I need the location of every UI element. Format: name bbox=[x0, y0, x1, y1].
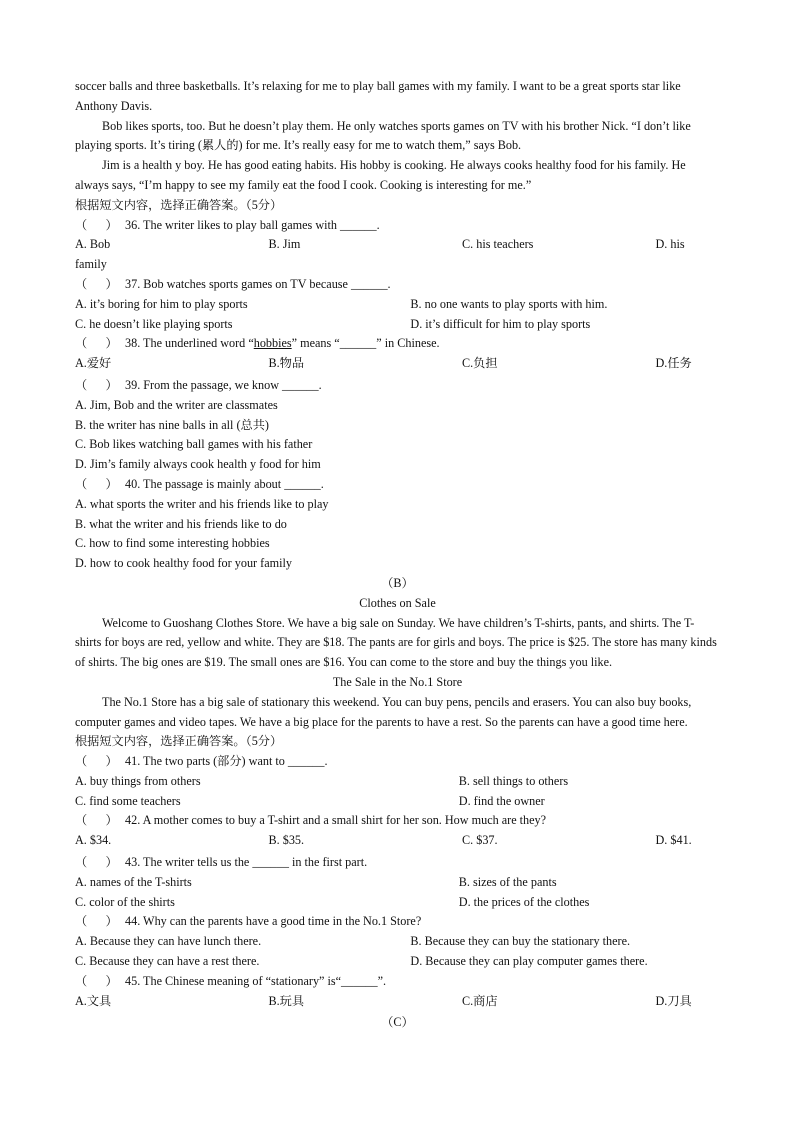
option-d: D. how to cook healthy food for your family bbox=[75, 556, 292, 571]
question-40 bbox=[75, 475, 720, 495]
question-41 bbox=[75, 752, 720, 772]
option-d: D.刀具 bbox=[655, 993, 692, 1008]
question-45 bbox=[75, 972, 720, 992]
answer-blank[interactable]: （ ） bbox=[75, 276, 118, 291]
stem-post: ” means “______” in Chinese. bbox=[291, 336, 440, 351]
answer-blank[interactable]: （ ） bbox=[75, 754, 118, 769]
option-a: A.爱好 bbox=[75, 356, 112, 371]
answer-blank[interactable]: （ ） bbox=[75, 476, 118, 491]
option-c: C. find some teachers bbox=[75, 793, 181, 808]
option-d: D. the prices of the clothes bbox=[458, 894, 590, 909]
question-stem: 45. The Chinese meaning of “stationary” is“______”. bbox=[125, 973, 387, 988]
option-b: B. no one wants to play sports with him. bbox=[410, 296, 608, 311]
option-a: A. Because they can have lunch there. bbox=[75, 934, 262, 949]
question-44 bbox=[75, 912, 720, 932]
answer-blank[interactable]: （ ） bbox=[75, 855, 118, 870]
instruction-a: 根据短文内容，选择正确答案。（5分） bbox=[75, 197, 283, 212]
question-37 bbox=[75, 275, 720, 295]
option-a: A. buy things from others bbox=[75, 773, 201, 788]
option-d: D. Because they can play computer games there. bbox=[410, 954, 648, 969]
option-a: A. Bob bbox=[75, 237, 111, 252]
options-37-cd bbox=[75, 315, 720, 335]
options-38 bbox=[75, 354, 720, 374]
options-43-ab bbox=[75, 873, 720, 893]
page-content bbox=[75, 77, 720, 1033]
option-d: D. Jim’s family always cook health y food for him bbox=[75, 457, 321, 472]
option-c: C. $37. bbox=[462, 833, 498, 848]
question-stem: 36. The writer likes to play ball games with ______. bbox=[125, 217, 380, 232]
passage-a-para2: Bob likes sports, too. But he doesn’t play them. He only watches sports games on TV with his brother Nick. “I don’t like playing sports. It’s tiring (累人的) for me. It’s really easy for me to watch them,” says Bob. bbox=[75, 118, 691, 153]
passage-a-para1-tail: soccer balls and three basketballs. It’s relaxing for me to play ball games with my family. I want to be a great sports star like Anthony Davis. bbox=[75, 79, 681, 113]
underlined-word: hobbies bbox=[253, 336, 292, 351]
options-37-ab bbox=[75, 295, 720, 315]
stem-pre: 38. The underlined word “ bbox=[125, 336, 254, 351]
option-a: A. what sports the writer and his friends like to play bbox=[75, 496, 329, 511]
option-d-continuation: family bbox=[75, 257, 107, 272]
option-c: C.负担 bbox=[462, 356, 498, 371]
options-41-ab bbox=[75, 772, 720, 792]
passage-b-title1: Clothes on Sale bbox=[359, 595, 436, 610]
option-d: D. find the owner bbox=[458, 793, 545, 808]
question-stem: 42. A mother comes to buy a T-shirt and a small shirt for her son. How much are they? bbox=[125, 813, 547, 828]
options-44-cd bbox=[75, 952, 720, 972]
option-c: C. Because they can have a rest there. bbox=[75, 954, 260, 969]
option-c: C. color of the shirts bbox=[75, 894, 175, 909]
options-42 bbox=[75, 831, 720, 851]
passage-b-title2: The Sale in the No.1 Store bbox=[332, 674, 463, 689]
answer-blank[interactable]: （ ） bbox=[75, 914, 118, 929]
options-45 bbox=[75, 992, 720, 1012]
question-39 bbox=[75, 376, 720, 396]
option-b: B. what the writer and his friends like to do bbox=[75, 516, 287, 531]
answer-blank[interactable]: （ ） bbox=[75, 973, 118, 988]
option-a: A. names of the T-shirts bbox=[75, 874, 192, 889]
options-44-ab bbox=[75, 932, 720, 952]
answer-blank[interactable]: （ ） bbox=[75, 377, 118, 392]
option-b: B. sizes of the pants bbox=[458, 874, 557, 889]
question-stem bbox=[125, 334, 440, 354]
instruction-b: 根据短文内容，选择正确答案。（5分） bbox=[75, 734, 283, 749]
answer-blank[interactable]: （ ） bbox=[75, 217, 118, 232]
options-43-cd bbox=[75, 893, 720, 913]
answer-blank[interactable]: （ ） bbox=[75, 813, 118, 828]
passage-a-para3: Jim is a health y boy. He has good eating habits. His hobby is cooking. He always cooks healthy food for his family. He always says, “I’m happy to see my family eat the food I cook. Cooking is interesting for me.” bbox=[75, 158, 686, 192]
option-a: A. it’s boring for him to play sports bbox=[75, 296, 248, 311]
option-b: B.玩具 bbox=[268, 993, 305, 1008]
question-stem: 39. From the passage, we know ______. bbox=[125, 377, 322, 392]
option-c: C. how to find some interesting hobbies bbox=[75, 536, 270, 551]
question-stem: 41. The two parts (部分) want to ______. bbox=[125, 754, 328, 769]
option-c: C. he doesn’t like playing sports bbox=[75, 316, 233, 331]
question-stem: 43. The writer tells us the ______ in the first part. bbox=[125, 855, 368, 870]
option-b: B. $35. bbox=[268, 833, 305, 848]
option-b: B. Jim bbox=[268, 237, 301, 252]
option-c: C. Bob likes watching ball games with his father bbox=[75, 437, 313, 452]
option-d: D.任务 bbox=[655, 356, 692, 371]
passage-b-para1: Welcome to Guoshang Clothes Store. We have a big sale on Sunday. We have children’s T-shirts, pants, and shirts. The T-shirts for boys are red, yellow and white. They are $18. The pants are for girls and boys. The price is $25. The store has many kinds of shirts. The big ones are $19. The small ones are $16. You can come to the store and buy the things you like. bbox=[75, 615, 717, 670]
option-a: A. Jim, Bob and the writer are classmates bbox=[75, 397, 278, 412]
option-c: C.商店 bbox=[462, 993, 498, 1008]
option-b: B.物品 bbox=[268, 356, 305, 371]
option-d: D. $41. bbox=[655, 833, 692, 848]
option-d: D. it’s difficult for him to play sports bbox=[410, 316, 591, 331]
section-label-b: （B） bbox=[381, 575, 414, 590]
question-stem: 37. Bob watches sports games on TV because ______. bbox=[125, 276, 391, 291]
option-b: B. the writer has nine balls in all (总共) bbox=[75, 417, 269, 432]
section-label-c: （C） bbox=[381, 1015, 414, 1030]
question-36 bbox=[75, 216, 720, 236]
option-b: B. sell things to others bbox=[458, 773, 569, 788]
question-43 bbox=[75, 853, 720, 873]
option-a: A.文具 bbox=[75, 993, 112, 1008]
options-36 bbox=[75, 235, 720, 255]
option-c: C. his teachers bbox=[462, 237, 534, 252]
question-42 bbox=[75, 811, 720, 831]
question-stem: 40. The passage is mainly about ______. bbox=[125, 476, 324, 491]
question-38 bbox=[75, 334, 720, 354]
option-b: B. Because they can buy the stationary there. bbox=[410, 934, 631, 949]
option-d: D. his bbox=[655, 237, 685, 252]
answer-blank[interactable]: （ ） bbox=[75, 336, 118, 351]
option-a: A. $34. bbox=[75, 833, 112, 848]
passage-b-para2: The No.1 Store has a big sale of stationary this weekend. You can buy pens, pencils and erasers. You can also buy books, computer games and video tapes. We have a big place for the parents to have a rest. So the parents can have a good time here. bbox=[75, 694, 692, 729]
options-41-cd bbox=[75, 792, 720, 812]
question-stem: 44. Why can the parents have a good time in the No.1 Store? bbox=[125, 914, 422, 929]
